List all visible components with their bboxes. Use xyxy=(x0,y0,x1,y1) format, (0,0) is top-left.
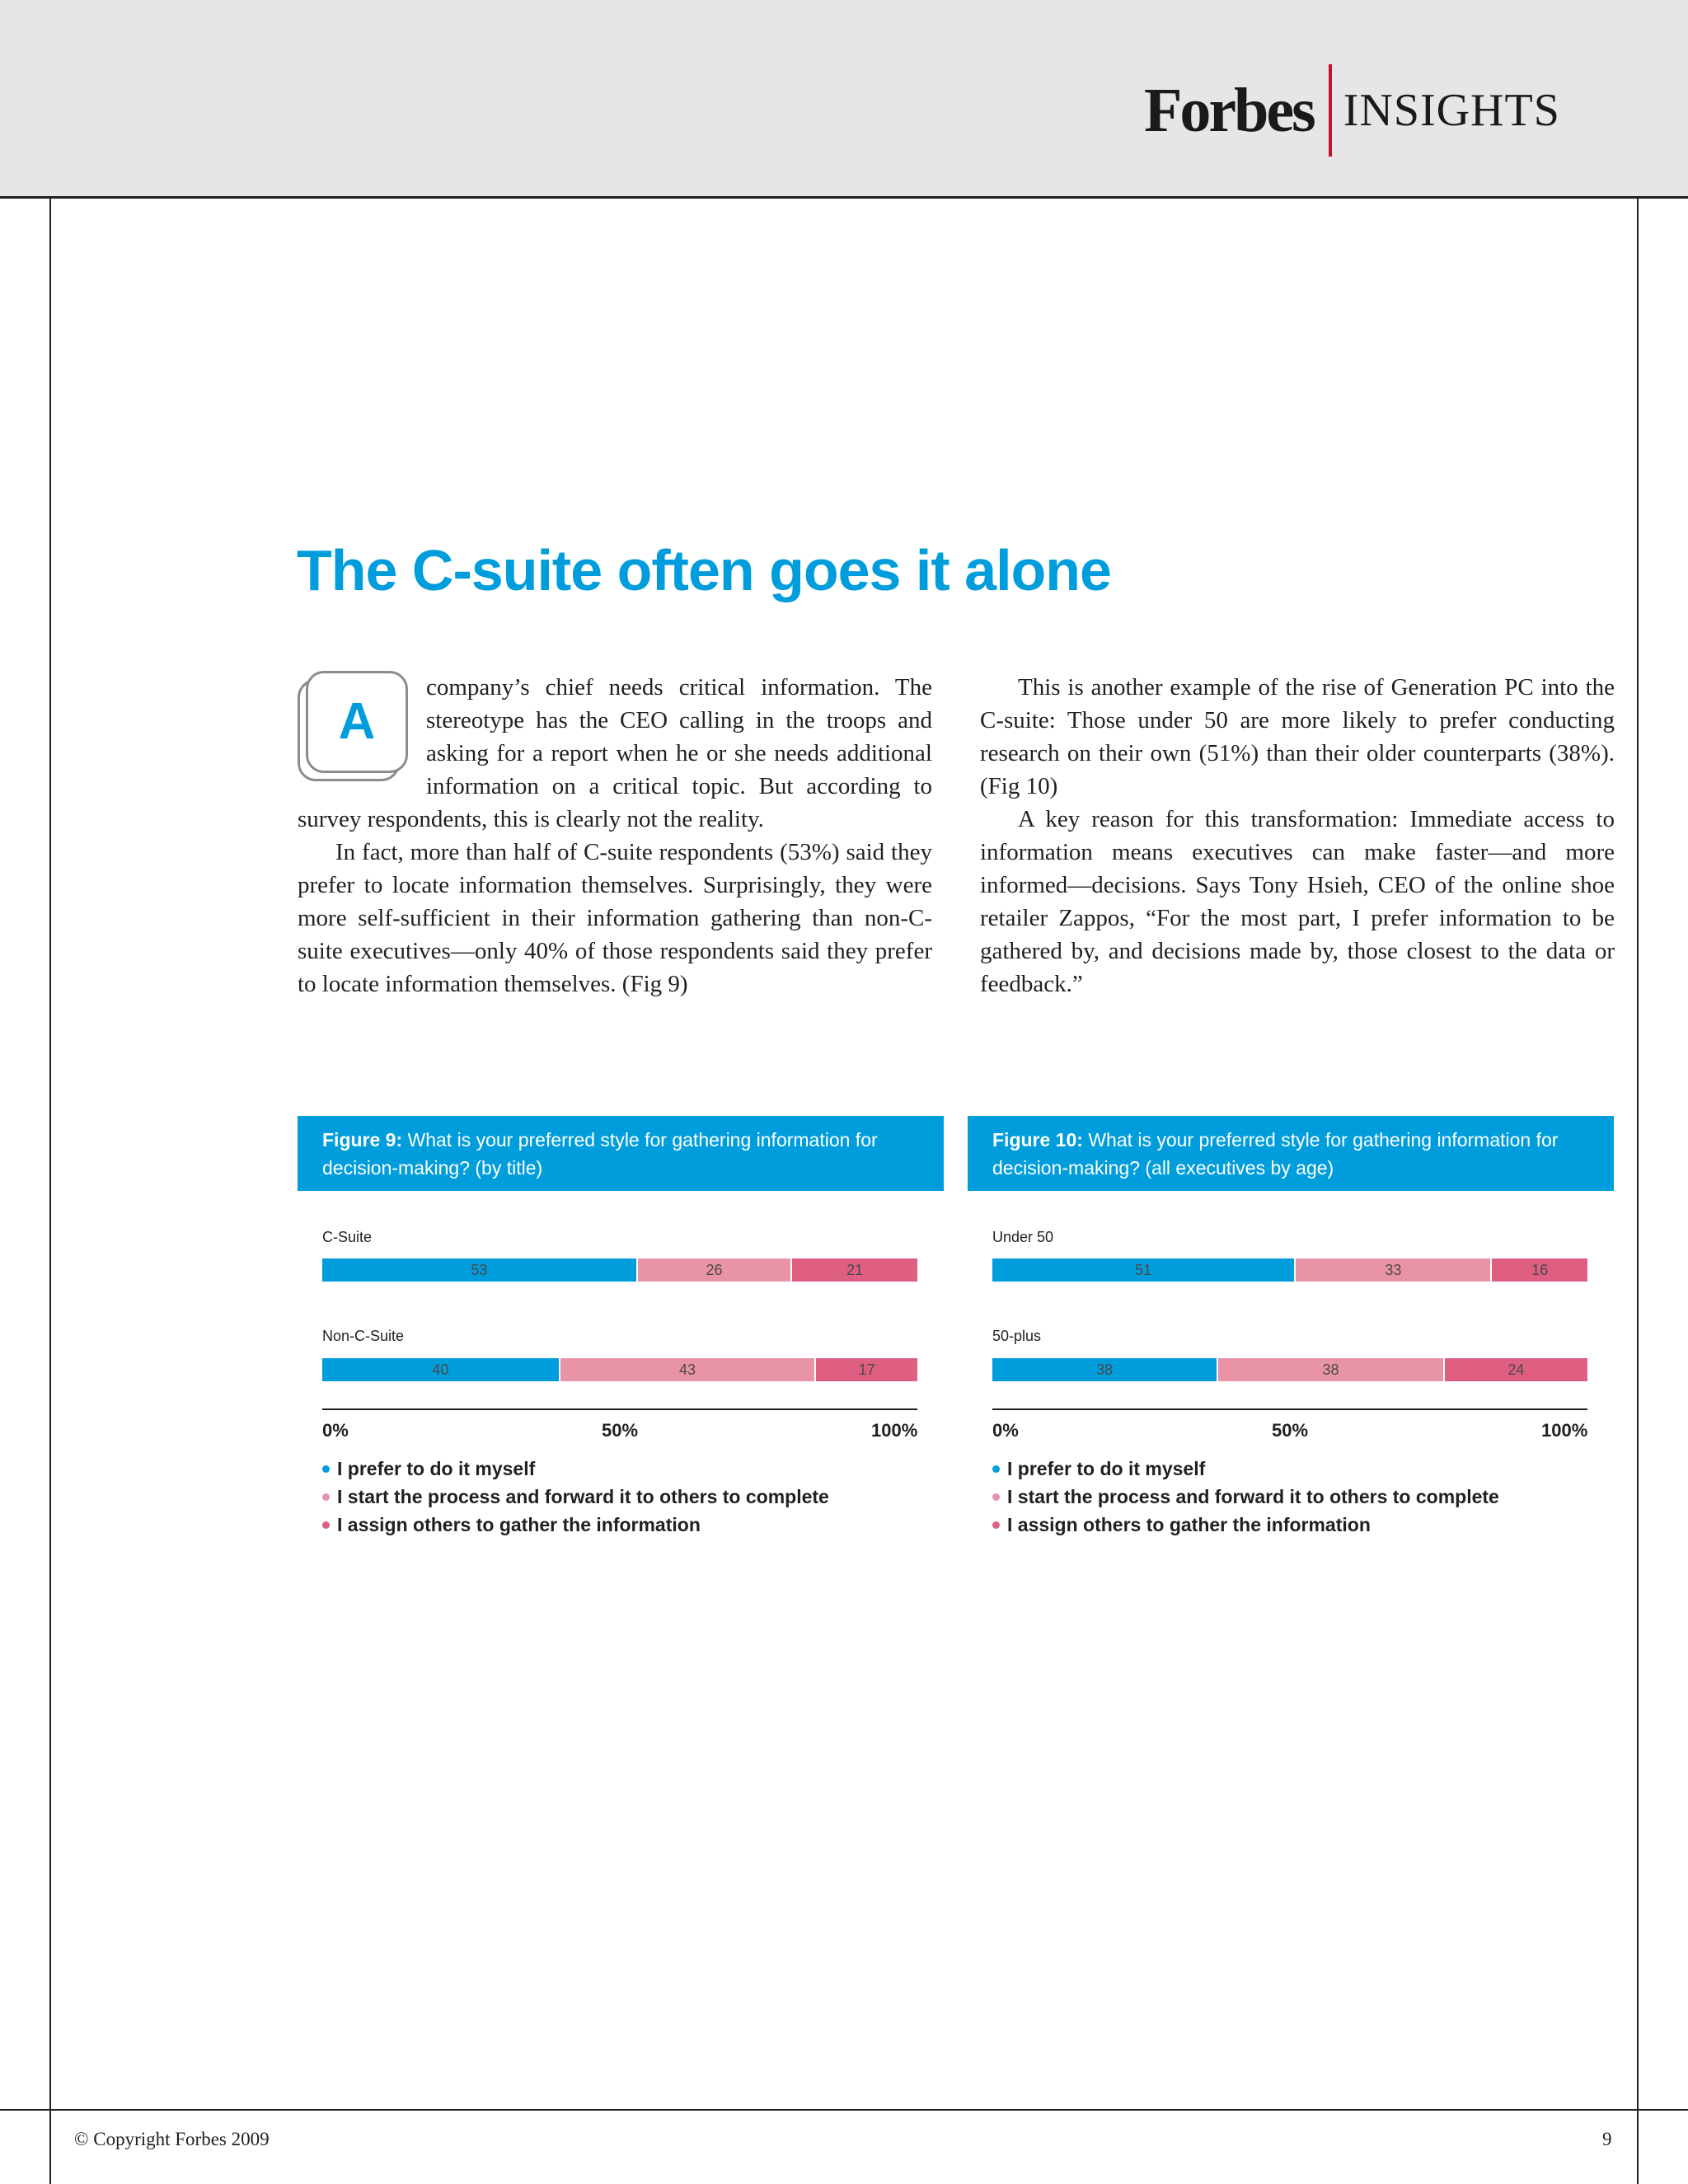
bar-segment-c-suite-2: 26 xyxy=(638,1258,791,1282)
row-label-non-c-suite: Non-C-Suite xyxy=(322,1328,405,1344)
page-title: The C-suite often goes it alone xyxy=(297,538,1111,602)
figure-9 xyxy=(298,1116,944,1619)
figure-10-header xyxy=(968,1116,1614,1191)
legend-dot-icon xyxy=(992,1493,1000,1501)
bar-segment-50-plus-2: 38 xyxy=(1218,1358,1442,1381)
left-margin-rule xyxy=(49,198,51,2184)
bar-segment-50-plus-1: 38 xyxy=(992,1358,1217,1381)
figure-10-chart xyxy=(968,1191,1614,1619)
chart-legend xyxy=(322,1455,829,1539)
legend-item-2 xyxy=(992,1483,1499,1511)
legend-label: I prefer to do it myself xyxy=(1007,1458,1206,1479)
stacked-bar-c-suite xyxy=(322,1258,917,1282)
legend-item-3 xyxy=(322,1511,829,1539)
bar-segment-non-c-suite-1: 40 xyxy=(322,1358,559,1381)
bar-segment-under-50-1: 51 xyxy=(992,1258,1294,1282)
figure-10-question: What is your preferred style for gathering information for decision-making? (all executives by age) xyxy=(992,1129,1559,1179)
x-tick-label-3: 100% xyxy=(1541,1420,1588,1441)
footer-rule xyxy=(0,2109,1688,2111)
bar-segment-non-c-suite-2: 43 xyxy=(560,1358,814,1381)
x-tick-label-1: 0% xyxy=(992,1420,1019,1441)
figure-10 xyxy=(968,1116,1614,1619)
bar-segment-under-50-2: 33 xyxy=(1296,1258,1490,1282)
legend-dot-icon xyxy=(322,1465,330,1473)
bar-segment-50-plus-3: 24 xyxy=(1445,1358,1587,1381)
logo-divider xyxy=(1329,64,1332,157)
figure-9-question: What is your preferred style for gathering information for decision-making? (by title) xyxy=(322,1129,878,1179)
bar-segment-c-suite-3: 21 xyxy=(792,1258,917,1282)
x-tick-label-1: 0% xyxy=(322,1420,349,1441)
chart-legend xyxy=(992,1455,1499,1539)
figure-9-chart xyxy=(298,1191,944,1619)
figure-9-header xyxy=(298,1116,944,1191)
stacked-bar-under-50 xyxy=(992,1258,1587,1282)
x-axis-line xyxy=(992,1408,1587,1410)
legend-item-3 xyxy=(992,1511,1499,1539)
legend-dot-icon xyxy=(322,1493,330,1501)
legend-item-2 xyxy=(322,1483,829,1511)
drop-cap xyxy=(298,671,410,783)
footer-copyright: © Copyright Forbes 2009 xyxy=(74,2129,270,2149)
logo-forbes: Forbes xyxy=(1144,75,1314,145)
bar-segment-c-suite-1: 53 xyxy=(322,1258,636,1282)
right-paragraph-1: This is another example of the rise of Generation PC into the C-suite: Those under 50 are more likely to prefer conducting research on their own (51%) than their older counterparts (38%). (Fig 10) xyxy=(980,674,1615,799)
bar-segment-under-50-3: 16 xyxy=(1492,1258,1587,1282)
right-column xyxy=(980,671,1615,1001)
legend-dot-icon xyxy=(992,1521,1000,1529)
right-margin-rule xyxy=(1637,198,1639,2184)
bar-segment-non-c-suite-3: 17 xyxy=(816,1358,917,1381)
left-column xyxy=(298,671,932,1001)
figure-9-label: Figure 9: xyxy=(322,1129,403,1151)
figure-10-label: Figure 10: xyxy=(992,1129,1083,1151)
header-rule xyxy=(0,196,1688,199)
legend-label: I start the process and forward it to others to complete xyxy=(1007,1486,1499,1507)
row-label-c-suite: C-Suite xyxy=(322,1229,373,1245)
row-label-50-plus: 50-plus xyxy=(992,1328,1042,1344)
left-paragraph-2: In fact, more than half of C-suite respondents (53%) said they prefer to locate information themselves. Surprisingly, they were more self-sufficient in their information gathering than non-C-suite executives—only 40% of those respondents said they prefer to locate information themselves. (Fig 9) xyxy=(298,839,932,997)
legend-item-1 xyxy=(322,1455,829,1483)
legend-label: I assign others to gather the information xyxy=(337,1514,701,1535)
right-paragraph-2: A key reason for this transformation: Immediate access to information means executives can make faster—and more informed—decisions. Says Tony Hsieh, CEO of the online shoe retailer Zappos, “For the most part, I prefer information to be gathered by, and decisions made by, those closest to the data or feedback.” xyxy=(980,806,1615,997)
legend-label: I start the process and forward it to others to complete xyxy=(337,1486,829,1507)
legend-dot-icon xyxy=(322,1521,330,1529)
stacked-bar-50-plus xyxy=(992,1358,1587,1381)
page-number: 9 xyxy=(1602,2129,1612,2149)
left-paragraph-1: company’s chief needs critical information. The stereotype has the CEO calling in the troops and asking for a report when he or she needs additional information on a critical topic. But according to survey respondents, this is clearly not the reality. xyxy=(298,674,932,832)
row-label-under-50: Under 50 xyxy=(992,1229,1054,1245)
stacked-bar-non-c-suite xyxy=(322,1358,917,1381)
legend-item-1 xyxy=(992,1455,1499,1483)
x-tick-label-2: 50% xyxy=(602,1420,639,1441)
x-tick-label-3: 100% xyxy=(871,1420,918,1441)
x-axis-line xyxy=(322,1408,917,1410)
x-tick-label-2: 50% xyxy=(1272,1420,1309,1441)
legend-dot-icon xyxy=(992,1465,1000,1473)
logo-insights: INSIGHTS xyxy=(1343,85,1560,136)
legend-label: I assign others to gather the information xyxy=(1007,1514,1371,1535)
legend-label: I prefer to do it myself xyxy=(337,1458,536,1479)
drop-cap-letter: A xyxy=(306,671,408,773)
forbes-insights-logo xyxy=(1144,64,1560,157)
